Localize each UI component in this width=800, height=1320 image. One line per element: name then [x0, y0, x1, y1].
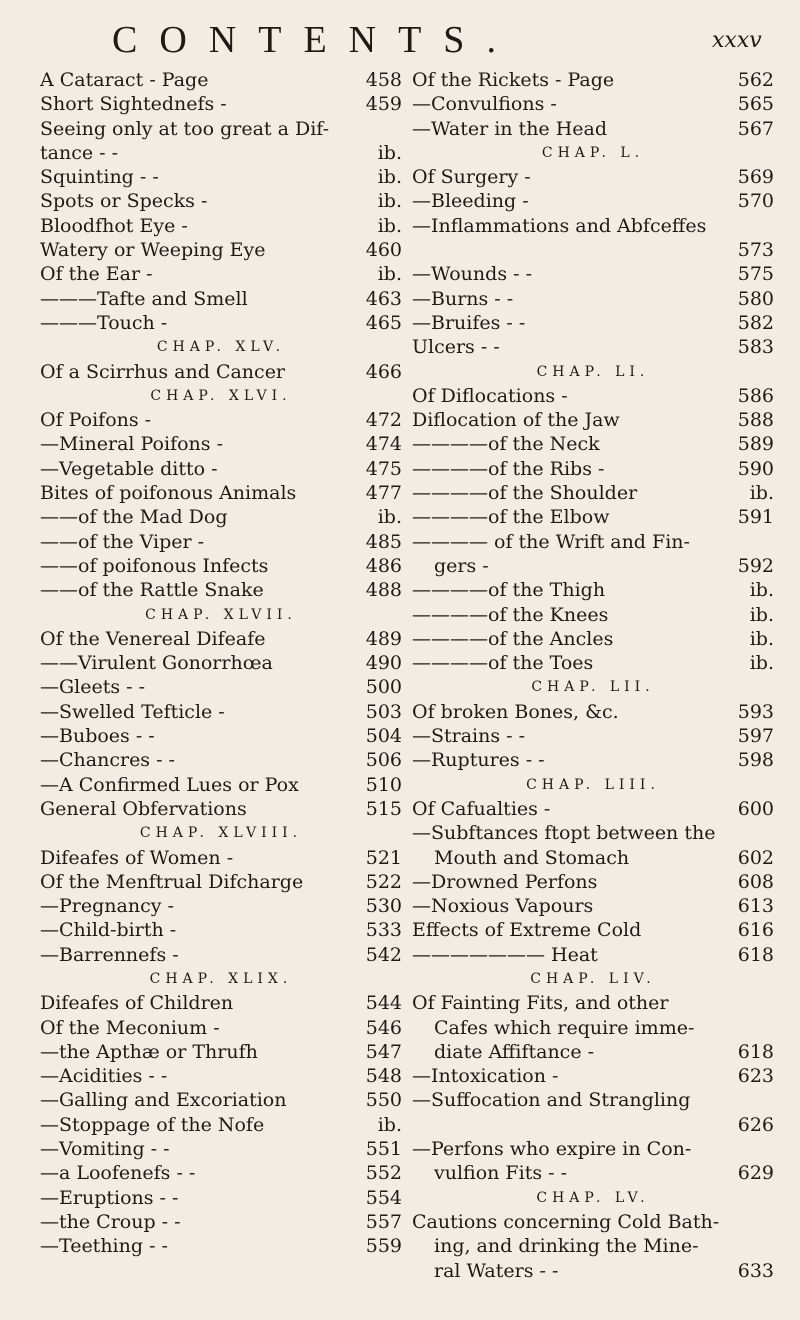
entry-page-number: 583: [737, 336, 774, 359]
toc-entry: [412, 748, 774, 772]
entry-title: Cautions concerning Cold Bath-: [412, 1210, 720, 1233]
toc-entry: [40, 1088, 402, 1112]
entry-title: ing, and drinking the Mine-: [434, 1235, 699, 1258]
toc-entry: [40, 238, 402, 262]
entry-page-number: 626: [737, 1113, 774, 1136]
entry-page-number: 506: [365, 749, 402, 772]
entry-title: —Acidities - -: [40, 1065, 168, 1088]
toc-entry: [412, 724, 774, 748]
toc-entry: [40, 1234, 402, 1258]
entry-title: Bloodfhot Eye -: [40, 214, 188, 237]
entry-title: Of the Venereal Difeafe: [40, 627, 266, 650]
entry-title: —the Apthæ or Thrufh: [40, 1040, 258, 1063]
entry-title: vulfion Fits - -: [434, 1162, 567, 1185]
entry-title: Ulcers - -: [412, 336, 500, 359]
entry-page-number: 504: [365, 725, 402, 748]
toc-entry: [40, 918, 402, 942]
entry-page-number: ib.: [749, 652, 774, 675]
entry-title: ————of the Thigh: [412, 579, 606, 602]
right-column: [412, 68, 774, 1283]
entry-title: —Bleeding -: [412, 190, 529, 213]
toc-entry: [40, 675, 402, 699]
entry-title: —Ruptures - -: [412, 749, 545, 772]
entry-page-number: 477: [365, 482, 402, 505]
entry-title: —Burns - -: [412, 287, 514, 310]
entry-title: —Galling and Excoriation: [40, 1089, 287, 1112]
entry-title: Of Fainting Fits, and other: [412, 992, 669, 1015]
entry-title: —Eruptions - -: [40, 1186, 179, 1209]
entry-title: ———Touch -: [40, 311, 168, 334]
entry-title: Of the Ear -: [40, 263, 153, 286]
chapter-label: CHAP. XLVIII.: [139, 825, 303, 842]
chapter-label: CHAP. XLVI.: [150, 387, 292, 404]
entry-page-number: ib.: [377, 263, 402, 286]
entry-title: Of Cafualties -: [412, 797, 551, 820]
toc-entry: [412, 1016, 774, 1040]
entry-title: —Subftances ftopt between the: [412, 822, 716, 845]
entry-page-number: 580: [737, 287, 774, 310]
entry-title: —Mineral Poifons -: [40, 433, 223, 456]
entry-page-number: 629: [737, 1162, 774, 1185]
entry-page-number: ib.: [749, 627, 774, 650]
entry-page-number: 544: [365, 992, 402, 1015]
entry-page-number: 475: [365, 457, 402, 480]
entry-page-number: 554: [365, 1186, 402, 1209]
chapter-heading: [412, 1186, 774, 1210]
toc-entry: [412, 481, 774, 505]
entry-page-number: 602: [737, 846, 774, 869]
toc-entry: [40, 457, 402, 481]
toc-entry: [40, 554, 402, 578]
toc-entry: [412, 894, 774, 918]
entry-page-number: 570: [737, 190, 774, 213]
entry-title: ————of the Toes: [412, 652, 594, 675]
chapter-heading: [40, 603, 402, 627]
chapter-label: CHAP. LIV.: [530, 970, 656, 987]
toc-entry: [40, 68, 402, 92]
toc-entry: [412, 92, 774, 116]
entry-page-number: 586: [737, 384, 774, 407]
entry-title: gers -: [434, 554, 489, 577]
toc-entry: [412, 432, 774, 456]
entry-page-number: 550: [365, 1089, 402, 1112]
entry-title: —Perfons who expire in Con-: [412, 1138, 692, 1161]
entry-page-number: 592: [737, 554, 774, 577]
entry-page-number: 613: [737, 895, 774, 918]
entry-title: Bites of poifonous Animals: [40, 482, 297, 505]
entry-title: —Pregnancy -: [40, 895, 174, 918]
toc-entry: [40, 92, 402, 116]
toc-entry: [40, 748, 402, 772]
entry-page-number: 485: [365, 530, 402, 553]
toc-entry: [40, 1186, 402, 1210]
toc-entry: [40, 311, 402, 335]
left-column: [40, 68, 402, 1259]
toc-entry: [412, 821, 774, 845]
entry-title: ——of poifonous Infects: [40, 554, 269, 577]
toc-entry: [40, 1137, 402, 1161]
toc-entry: [40, 505, 402, 529]
entry-page-number: 503: [365, 700, 402, 723]
entry-page-number: 463: [365, 287, 402, 310]
entry-title: Spots or Specks -: [40, 190, 208, 213]
entry-page-number: 616: [737, 919, 774, 942]
running-title: CONTENTS.: [112, 19, 518, 61]
toc-entry: [412, 918, 774, 942]
entry-page-number: 459: [365, 93, 402, 116]
chapter-label: CHAP. LV.: [536, 1189, 650, 1206]
toc-entry: [40, 117, 402, 141]
toc-entry: [40, 846, 402, 870]
entry-title: —Inflammations and Abfceffes: [412, 214, 707, 237]
chapter-label: CHAP. XLIX.: [149, 970, 293, 987]
toc-entry: [412, 797, 774, 821]
entry-page-number: 598: [737, 749, 774, 772]
entry-page-number: 490: [365, 652, 402, 675]
entry-title: —Noxious Vapours: [412, 895, 594, 918]
entry-page-number: 465: [365, 311, 402, 334]
entry-title: —Gleets - -: [40, 676, 146, 699]
entry-title: Of Poifons -: [40, 409, 152, 432]
entry-page-number: 500: [365, 676, 402, 699]
toc-entry: [40, 724, 402, 748]
entry-page-number: 460: [365, 239, 402, 262]
toc-entry: [412, 1210, 774, 1234]
entry-title: ————of the Neck: [412, 433, 600, 456]
toc-entry: [412, 1088, 774, 1112]
entry-page-number: 522: [365, 870, 402, 893]
toc-entry: [40, 165, 402, 189]
entry-title: —Child-birth -: [40, 919, 177, 942]
entry-title: —Stoppage of the Nofe: [40, 1113, 265, 1136]
toc-entry: [412, 991, 774, 1015]
entry-title: Of Diflocations -: [412, 384, 568, 407]
entry-title: —Convulfions -: [412, 93, 557, 116]
chapter-heading: [40, 384, 402, 408]
toc-entry: [40, 189, 402, 213]
entry-title: Difeafes of Women -: [40, 846, 234, 869]
entry-page-number: 575: [737, 263, 774, 286]
entry-page-number: 515: [365, 797, 402, 820]
toc-entry: [412, 554, 774, 578]
entry-title: ——Virulent Gonorrhœa: [40, 652, 273, 675]
toc-entry: [40, 1040, 402, 1064]
toc-entry: [412, 1259, 774, 1283]
toc-entry: [412, 530, 774, 554]
toc-entry: [412, 335, 774, 359]
toc-entry: [412, 287, 774, 311]
entry-title: —Teething - -: [40, 1235, 168, 1258]
entry-title: A Cataract - Page: [40, 69, 209, 91]
toc-entry: [40, 1161, 402, 1185]
entry-title: —Drowned Perfons: [412, 870, 598, 893]
entry-title: —Chancres - -: [40, 749, 175, 772]
toc-entry: [412, 1064, 774, 1088]
toc-entry: [40, 894, 402, 918]
entry-page-number: ib.: [377, 1113, 402, 1136]
toc-entry: [40, 1113, 402, 1137]
entry-title: Mouth and Stomach: [434, 846, 630, 869]
toc-entry: [40, 262, 402, 286]
entry-page-number: 489: [365, 627, 402, 650]
toc-entry: [40, 991, 402, 1015]
chapter-heading: [412, 675, 774, 699]
entry-title: Cafes which require imme-: [434, 1016, 695, 1039]
toc-entry: [412, 603, 774, 627]
entry-page-number: 593: [737, 700, 774, 723]
entry-page-number: 573: [737, 239, 774, 262]
entry-title: Of broken Bones, &c.: [412, 700, 619, 723]
toc-entry: [412, 262, 774, 286]
entry-page-number: 569: [737, 166, 774, 189]
toc-entry: [412, 846, 774, 870]
toc-entry: [412, 238, 774, 262]
chapter-heading: [40, 335, 402, 359]
toc-entry: [40, 360, 402, 384]
toc-entry: [40, 481, 402, 505]
entry-page-number: 567: [737, 117, 774, 140]
toc-entry: [40, 943, 402, 967]
toc-entry: [40, 700, 402, 724]
entry-page-number: 488: [365, 579, 402, 602]
toc-entry: [412, 627, 774, 651]
entry-title: ———Tafte and Smell: [40, 287, 248, 310]
entry-page-number: 623: [737, 1065, 774, 1088]
toc-entry: [40, 1064, 402, 1088]
chapter-label: CHAP. LII.: [531, 679, 655, 696]
toc-entry: [40, 797, 402, 821]
entry-page-number: 533: [365, 919, 402, 942]
toc-entry: [40, 530, 402, 554]
chapter-heading: [412, 360, 774, 384]
toc-entry: [412, 68, 774, 92]
chapter-label: CHAP. LI.: [536, 363, 650, 380]
toc-entry: [412, 189, 774, 213]
entry-title: ral Waters - -: [434, 1259, 559, 1282]
entry-page-number: 591: [737, 506, 774, 529]
entry-title: ——of the Rattle Snake: [40, 579, 264, 602]
toc-entry: [412, 943, 774, 967]
entry-title: diate Affiftance -: [434, 1040, 595, 1063]
page-number: xxxv: [712, 28, 762, 53]
entry-title: Squinting - -: [40, 166, 159, 189]
entry-title: Of Surgery -: [412, 166, 531, 189]
entry-title: Of the Meconium -: [40, 1016, 220, 1039]
toc-entry: [412, 1137, 774, 1161]
toc-entry: [40, 141, 402, 165]
toc-entry: [412, 311, 774, 335]
entry-title: Short Sightednefs -: [40, 93, 227, 116]
entry-page-number: 559: [365, 1235, 402, 1258]
toc-entry: [412, 1234, 774, 1258]
toc-entry: [412, 505, 774, 529]
entry-page-number: 557: [365, 1210, 402, 1233]
entry-page-number: 474: [365, 433, 402, 456]
entry-title: ————of the Ancles: [412, 627, 614, 650]
toc-entry: [40, 651, 402, 675]
entry-title: Watery or Weeping Eye: [40, 239, 266, 262]
entry-title: ————of the Shoulder: [412, 482, 638, 505]
entry-title: —Vegetable ditto -: [40, 457, 218, 480]
entry-title: Effects of Extreme Cold: [412, 919, 642, 942]
entry-title: Of the Menftrual Difcharge: [40, 870, 304, 893]
entry-title: —Vomiting - -: [40, 1138, 170, 1161]
toc-entry: [412, 870, 774, 894]
toc-entry: [412, 214, 774, 238]
entry-title: ————of the Knees: [412, 603, 609, 626]
chapter-label: CHAP. L.: [541, 144, 645, 161]
entry-title: Seeing only at too great a Dif-: [40, 117, 330, 140]
toc-entry: [40, 1016, 402, 1040]
entry-page-number: 486: [365, 554, 402, 577]
toc-entry: [40, 870, 402, 894]
entry-title: —Buboes - -: [40, 725, 155, 748]
entry-page-number: 458: [365, 69, 402, 91]
toc-entry: [40, 773, 402, 797]
entry-page-number: ib.: [377, 190, 402, 213]
toc-entry: [412, 1161, 774, 1185]
entry-title: —the Croup - -: [40, 1210, 181, 1233]
entry-title: ———— of the Wrift and Fin-: [412, 530, 690, 553]
toc-entry: [412, 1040, 774, 1064]
chapter-label: CHAP. LIII.: [526, 776, 660, 793]
entry-page-number: 562: [737, 69, 774, 91]
entry-page-number: ib.: [749, 482, 774, 505]
chapter-heading: [412, 141, 774, 165]
toc-entry: [412, 165, 774, 189]
entry-title: —Strains - -: [412, 725, 526, 748]
toc-entry: [412, 700, 774, 724]
entry-page-number: 547: [365, 1040, 402, 1063]
toc-entry: [40, 214, 402, 238]
entry-page-number: 582: [737, 311, 774, 334]
toc-entry: [40, 1210, 402, 1234]
entry-title: ————of the Elbow: [412, 506, 610, 529]
chapter-heading: [412, 773, 774, 797]
entry-title: —a Loofenefs - -: [40, 1162, 196, 1185]
toc-entry: [412, 457, 774, 481]
entry-title: Diflocation of the Jaw: [412, 409, 620, 432]
toc-entry: [40, 627, 402, 651]
entry-title: —Bruifes - -: [412, 311, 526, 334]
page-header: [0, 18, 800, 64]
toc-entry: [40, 287, 402, 311]
entry-page-number: 618: [737, 943, 774, 966]
toc-entry: [412, 578, 774, 602]
entry-page-number: ib.: [749, 579, 774, 602]
entry-page-number: 472: [365, 409, 402, 432]
entry-title: —Barrennefs -: [40, 943, 179, 966]
chapter-label: CHAP. XLVII.: [145, 606, 297, 623]
toc-entry: [412, 1113, 774, 1137]
toc-entry: [40, 432, 402, 456]
entry-page-number: ib.: [377, 506, 402, 529]
entry-title: Of the Rickets - Page: [412, 69, 615, 91]
entry-title: —Wounds - -: [412, 263, 532, 286]
entry-title: —Water in the Head: [412, 117, 608, 140]
entry-title: ——of the Mad Dog: [40, 506, 228, 529]
chapter-label: CHAP. XLV.: [156, 339, 286, 356]
entry-page-number: 600: [737, 797, 774, 820]
entry-title: Of a Scirrhus and Cancer: [40, 360, 286, 383]
entry-title: ——————— Heat: [412, 943, 598, 966]
entry-page-number: 546: [365, 1016, 402, 1039]
entry-page-number: 633: [737, 1259, 774, 1282]
entry-page-number: 510: [365, 773, 402, 796]
entry-title: ——of the Viper -: [40, 530, 205, 553]
entry-title: —Suffocation and Strangling: [412, 1089, 691, 1112]
toc-entry: [412, 384, 774, 408]
chapter-heading: [40, 967, 402, 991]
toc-entry: [40, 408, 402, 432]
entry-page-number: 551: [365, 1138, 402, 1161]
entry-page-number: 589: [737, 433, 774, 456]
chapter-heading: [412, 967, 774, 991]
entry-title: —Intoxication -: [412, 1065, 559, 1088]
entry-page-number: 618: [737, 1040, 774, 1063]
entry-title: —A Confirmed Lues or Pox: [40, 773, 299, 796]
entry-title: Difeafes of Children: [40, 992, 234, 1015]
entry-page-number: 597: [737, 725, 774, 748]
toc-entry: [412, 651, 774, 675]
chapter-heading: [40, 821, 402, 845]
toc-entry: [40, 578, 402, 602]
entry-page-number: ib.: [377, 214, 402, 237]
entry-page-number: 565: [737, 93, 774, 116]
toc-entry: [412, 408, 774, 432]
entry-page-number: 548: [365, 1065, 402, 1088]
entry-title: tance - -: [40, 141, 119, 164]
entry-title: ————of the Ribs -: [412, 457, 605, 480]
entry-title: —Swelled Tefticle -: [40, 700, 225, 723]
entry-page-number: 530: [365, 895, 402, 918]
entry-page-number: 608: [737, 870, 774, 893]
entry-page-number: 521: [365, 846, 402, 869]
entry-page-number: 542: [365, 943, 402, 966]
entry-page-number: 552: [365, 1162, 402, 1185]
toc-entry: [412, 117, 774, 141]
entry-page-number: 588: [737, 409, 774, 432]
entry-page-number: 590: [737, 457, 774, 480]
entry-page-number: ib.: [377, 166, 402, 189]
entry-page-number: 466: [365, 360, 402, 383]
entry-page-number: ib.: [749, 603, 774, 626]
entry-title: General Obfervations: [40, 797, 247, 820]
entry-page-number: ib.: [377, 141, 402, 164]
